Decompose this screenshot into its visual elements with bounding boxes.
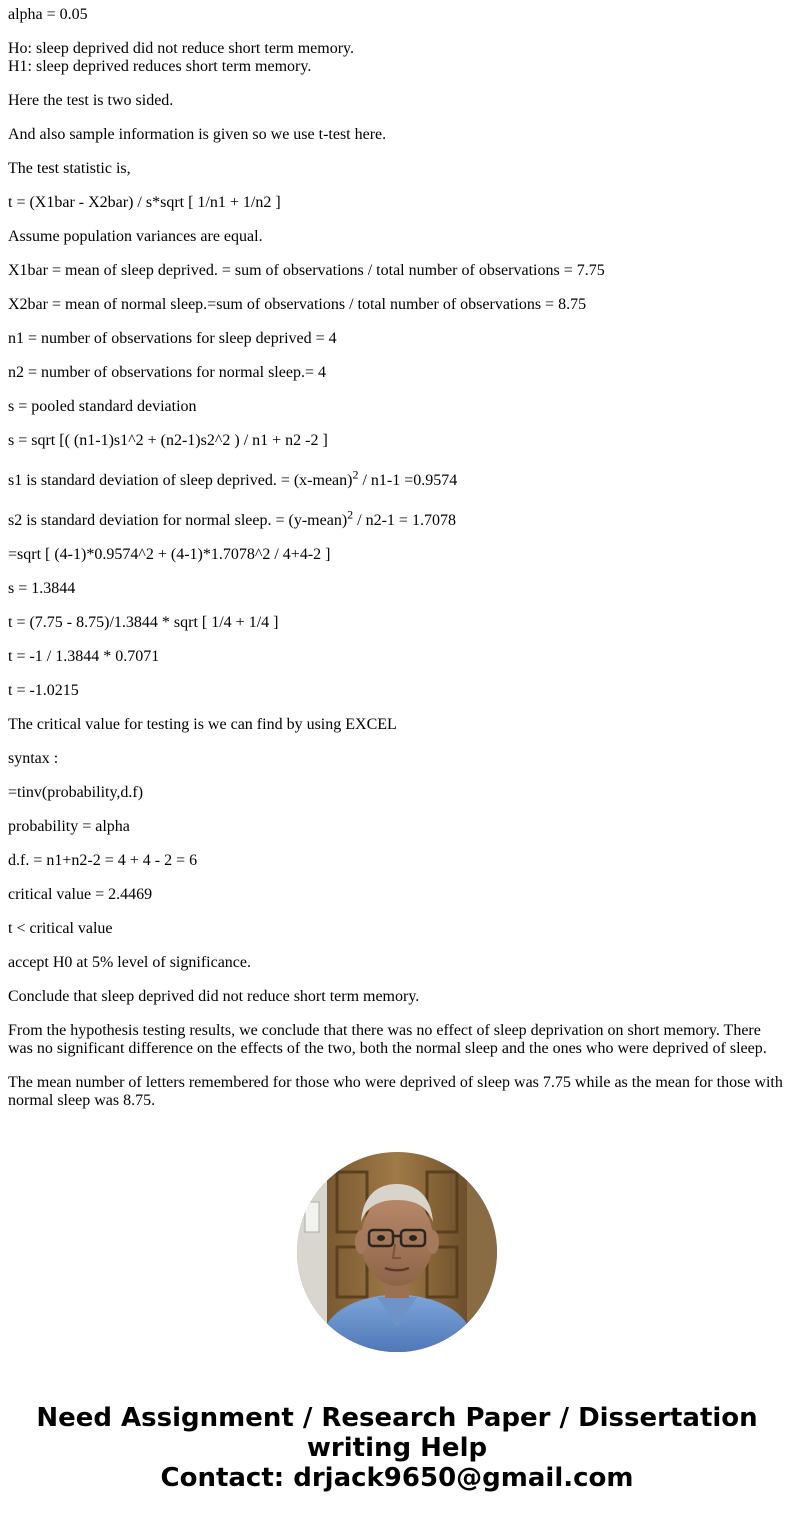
- probability-line: probability = alpha: [8, 818, 130, 835]
- summary-paragraph-1: From the hypothesis testing results, we conclude that there was no effect of sleep deprivation on short memory. There was no significant difference on the effects of the two, both the normal sleep and the ones who were deprived of sleep.: [8, 1022, 767, 1057]
- t-formula: t = (X1bar - X2bar) / s*sqrt [ 1/n1 + 1/n2 ]: [8, 194, 281, 211]
- n2-line: n2 = number of observations for normal sleep.= 4: [8, 364, 326, 381]
- test-statistic-intro: The test statistic is,: [8, 160, 131, 177]
- s-formula: s = sqrt [( (n1-1)s1^2 + (n2-1)s2^2 ) / n1 + n2 -2 ]: [8, 432, 328, 449]
- s1-result: / n1-1 =0.9574: [358, 472, 458, 489]
- person-photo-icon: [297, 1152, 497, 1352]
- null-hypothesis: Ho: sleep deprived did not reduce short term memory.: [8, 40, 354, 57]
- syntax-label: syntax :: [8, 750, 59, 767]
- s-definition: s = pooled standard deviation: [8, 398, 197, 415]
- two-sided-note: Here the test is two sided.: [8, 92, 174, 109]
- sqrt-calculation: =sqrt [ (4-1)*0.9574^2 + (4-1)*1.7078^2 / 4+4-2 ]: [8, 546, 331, 563]
- df-line: d.f. = n1+n2-2 = 4 + 4 - 2 = 6: [8, 852, 198, 869]
- s2-line: [8, 507, 786, 530]
- s1-text: s1 is standard deviation of sleep deprived. = (x-mean): [8, 472, 353, 489]
- x1bar-line: X1bar = mean of sleep deprived. = sum of observations / total number of observations = 7.75: [8, 262, 605, 279]
- n1-line: n1 = number of observations for sleep deprived = 4: [8, 330, 337, 347]
- alternative-hypothesis: H1: sleep deprived reduces short term memory.: [8, 58, 312, 75]
- s1-exponent: 2: [352, 467, 359, 482]
- hypotheses: [8, 40, 786, 76]
- banner-line-1: Need Assignment / Research Paper / Dissertation: [36, 1403, 758, 1433]
- avatar: [297, 1152, 497, 1352]
- t-calculation-2: t = -1 / 1.3844 * 0.7071: [8, 648, 160, 665]
- t-value: t = -1.0215: [8, 682, 79, 699]
- t-test-note: And also sample information is given so we use t-test here.: [8, 126, 387, 143]
- summary-paragraph-2: The mean number of letters remembered for those who were deprived of sleep was 7.75 while as the mean for those with normal sleep was 8.75.: [8, 1074, 783, 1109]
- solution-text: [8, 6, 786, 1126]
- s2-text: s2 is standard deviation for normal sleep. = (y-mean): [8, 512, 348, 529]
- s-value: s = 1.3844: [8, 580, 76, 597]
- t-calculation-1: t = (7.75 - 8.75)/1.3844 * sqrt [ 1/4 + 1/4 ]: [8, 614, 279, 631]
- tinv-formula: =tinv(probability,d.f): [8, 784, 144, 801]
- banner-contact: Contact: drjack9650@gmail.com: [160, 1463, 634, 1493]
- conclusion: Conclude that sleep deprived did not reduce short term memory.: [8, 988, 420, 1005]
- decision: accept H0 at 5% level of significance.: [8, 954, 251, 971]
- x2bar-line: X2bar = mean of normal sleep.=sum of observations / total number of observations = 8.75: [8, 296, 587, 313]
- s2-result: / n2-1 = 1.7078: [353, 512, 456, 529]
- assumption: Assume population variances are equal.: [8, 228, 263, 245]
- alpha-line: alpha = 0.05: [8, 6, 88, 23]
- s2-exponent: 2: [347, 507, 354, 522]
- comparison: t < critical value: [8, 920, 113, 937]
- help-banner: [0, 1403, 794, 1493]
- critical-intro: The critical value for testing is we can find by using EXCEL: [8, 716, 397, 733]
- banner-line-2: writing Help: [306, 1433, 488, 1463]
- critical-value: critical value = 2.4469: [8, 886, 153, 903]
- s1-line: [8, 467, 786, 490]
